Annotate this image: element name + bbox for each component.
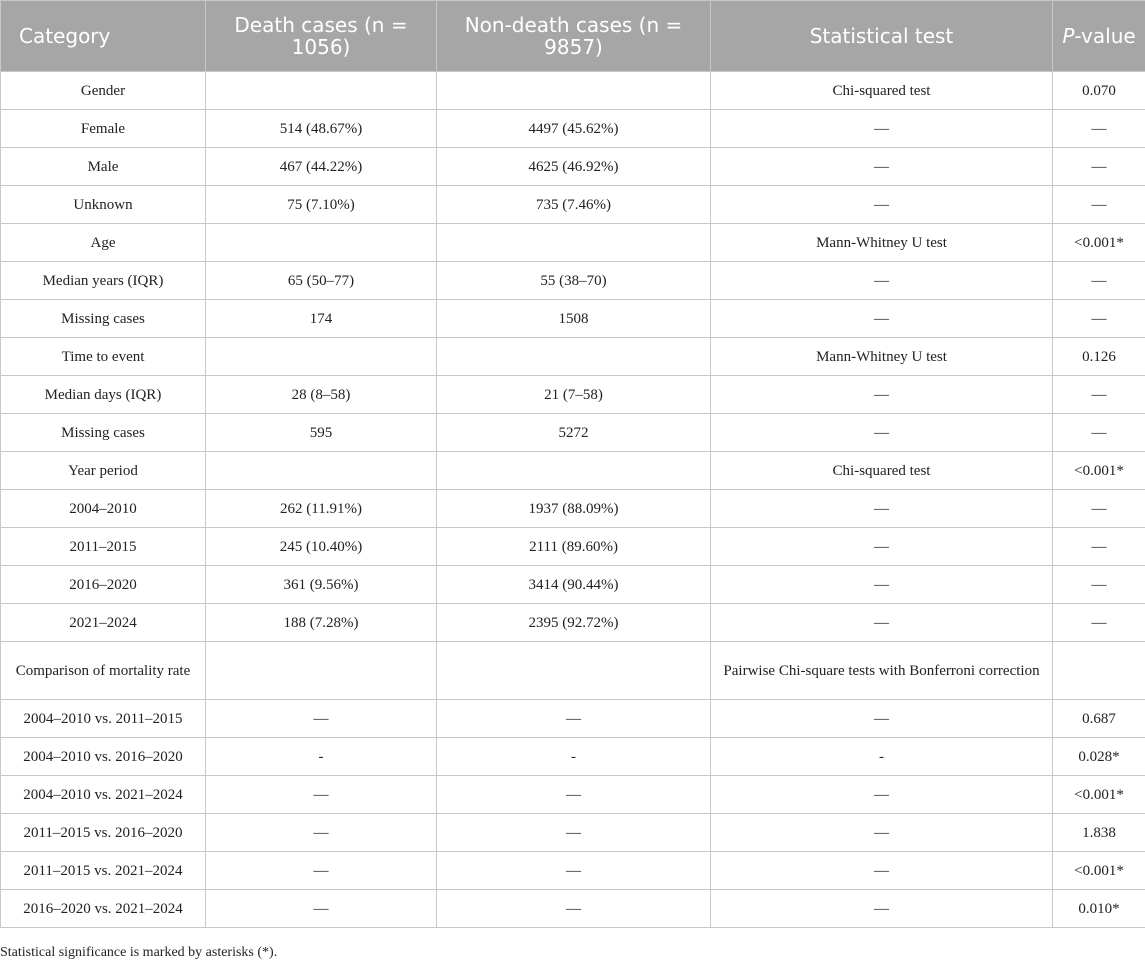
cell-category: Age: [1, 224, 206, 262]
cell-p-value: 0.126: [1053, 338, 1145, 376]
table-row: [1, 490, 1145, 528]
cell-p-value: —: [1053, 300, 1145, 338]
cell-death: 467 (44.22%): [206, 148, 437, 186]
table-body: [1, 72, 1145, 928]
cell-non-death: -: [437, 738, 711, 776]
cell-p-value: —: [1053, 490, 1145, 528]
cell-category: 2004–2010 vs. 2021–2024: [1, 776, 206, 814]
header-p-suffix: -value: [1074, 24, 1136, 48]
cell-p-value: 0.070: [1053, 72, 1145, 110]
table-row: [1, 376, 1145, 414]
cell-non-death: 4497 (45.62%): [437, 110, 711, 148]
cell-p-value: <0.001*: [1053, 452, 1145, 490]
cell-category: Missing cases: [1, 300, 206, 338]
cell-statistical-test: —: [711, 604, 1053, 642]
cell-death: 174: [206, 300, 437, 338]
cell-statistical-test: Mann-Whitney U test: [711, 224, 1053, 262]
table-row: [1, 814, 1145, 852]
cell-statistical-test: —: [711, 814, 1053, 852]
cell-non-death: 1937 (88.09%): [437, 490, 711, 528]
table-row: [1, 776, 1145, 814]
cell-p-value: —: [1053, 414, 1145, 452]
cell-category: 2004–2010: [1, 490, 206, 528]
cell-non-death: —: [437, 852, 711, 890]
cell-statistical-test: —: [711, 852, 1053, 890]
cell-death: —: [206, 776, 437, 814]
cell-death: -: [206, 738, 437, 776]
cell-death: —: [206, 700, 437, 738]
cell-death: —: [206, 814, 437, 852]
cell-category: Female: [1, 110, 206, 148]
cell-death: 245 (10.40%): [206, 528, 437, 566]
cell-death: [206, 642, 437, 700]
cell-category: Missing cases: [1, 414, 206, 452]
cell-p-value: —: [1053, 528, 1145, 566]
cell-non-death: 2395 (92.72%): [437, 604, 711, 642]
cell-category: 2004–2010 vs. 2011–2015: [1, 700, 206, 738]
cell-p-value: —: [1053, 566, 1145, 604]
cell-category: 2011–2015: [1, 528, 206, 566]
cell-statistical-test: -: [711, 738, 1053, 776]
cell-p-value: <0.001*: [1053, 852, 1145, 890]
cell-p-value: [1053, 642, 1145, 700]
cell-death: [206, 224, 437, 262]
cell-death: [206, 452, 437, 490]
cell-statistical-test: —: [711, 566, 1053, 604]
header-row: [1, 1, 1145, 72]
footnote: Statistical significance is marked by asterisks (*).: [0, 945, 278, 960]
cell-p-value: —: [1053, 604, 1145, 642]
table-row: [1, 110, 1145, 148]
cell-non-death: 4625 (46.92%): [437, 148, 711, 186]
header-death-cases: Death cases (n = 1056): [206, 1, 437, 72]
cell-non-death: —: [437, 814, 711, 852]
table-row: [1, 452, 1145, 490]
cell-non-death: —: [437, 700, 711, 738]
cell-category: Unknown: [1, 186, 206, 224]
cell-category: Gender: [1, 72, 206, 110]
cell-death: 188 (7.28%): [206, 604, 437, 642]
cell-statistical-test: —: [711, 300, 1053, 338]
cell-statistical-test: —: [711, 528, 1053, 566]
cell-non-death: 3414 (90.44%): [437, 566, 711, 604]
cell-statistical-test: Pairwise Chi-square tests with Bonferroni correction: [711, 642, 1053, 700]
cell-death: 65 (50–77): [206, 262, 437, 300]
cell-p-value: —: [1053, 262, 1145, 300]
cell-p-value: 0.010*: [1053, 890, 1145, 928]
table-row: [1, 700, 1145, 738]
cell-death: 262 (11.91%): [206, 490, 437, 528]
cell-non-death: [437, 642, 711, 700]
header-p-value: [1053, 1, 1145, 72]
cell-p-value: 0.687: [1053, 700, 1145, 738]
table-row: [1, 566, 1145, 604]
cell-statistical-test: —: [711, 890, 1053, 928]
cell-non-death: [437, 452, 711, 490]
cell-death: [206, 72, 437, 110]
cell-statistical-test: —: [711, 110, 1053, 148]
table-row: [1, 72, 1145, 110]
cell-statistical-test: —: [711, 186, 1053, 224]
header-p-letter: P: [1062, 24, 1075, 48]
cell-statistical-test: —: [711, 776, 1053, 814]
cell-statistical-test: —: [711, 376, 1053, 414]
cell-p-value: —: [1053, 148, 1145, 186]
cell-category: Year period: [1, 452, 206, 490]
table-row: [1, 414, 1145, 452]
header-non-death-cases: Non-death cases (n = 9857): [437, 1, 711, 72]
table-row: [1, 642, 1145, 700]
cell-non-death: [437, 72, 711, 110]
cell-death: 595: [206, 414, 437, 452]
cell-statistical-test: —: [711, 700, 1053, 738]
cell-death: —: [206, 890, 437, 928]
cell-statistical-test: Mann-Whitney U test: [711, 338, 1053, 376]
table-row: [1, 738, 1145, 776]
cell-non-death: 55 (38–70): [437, 262, 711, 300]
cell-p-value: <0.001*: [1053, 224, 1145, 262]
header-category: Category: [1, 1, 206, 72]
cell-category: Male: [1, 148, 206, 186]
cell-statistical-test: Chi-squared test: [711, 72, 1053, 110]
cell-non-death: [437, 338, 711, 376]
cell-death: [206, 338, 437, 376]
cell-p-value: <0.001*: [1053, 776, 1145, 814]
cell-category: 2016–2020: [1, 566, 206, 604]
table-row: [1, 604, 1145, 642]
cell-p-value: —: [1053, 376, 1145, 414]
cell-category: 2021–2024: [1, 604, 206, 642]
cell-death: 75 (7.10%): [206, 186, 437, 224]
cell-death: 28 (8–58): [206, 376, 437, 414]
cell-statistical-test: —: [711, 148, 1053, 186]
table-row: [1, 148, 1145, 186]
header-statistical-test: Statistical test: [711, 1, 1053, 72]
cell-statistical-test: Chi-squared test: [711, 452, 1053, 490]
cell-statistical-test: —: [711, 490, 1053, 528]
table-row: [1, 338, 1145, 376]
cell-category: 2004–2010 vs. 2016–2020: [1, 738, 206, 776]
cell-non-death: 21 (7–58): [437, 376, 711, 414]
table-row: [1, 224, 1145, 262]
cell-category: 2011–2015 vs. 2016–2020: [1, 814, 206, 852]
cell-non-death: 1508: [437, 300, 711, 338]
cell-p-value: —: [1053, 186, 1145, 224]
table-row: [1, 528, 1145, 566]
cell-category: 2011–2015 vs. 2021–2024: [1, 852, 206, 890]
cell-non-death: 735 (7.46%): [437, 186, 711, 224]
cell-statistical-test: —: [711, 262, 1053, 300]
table-row: [1, 890, 1145, 928]
cell-category: Median years (IQR): [1, 262, 206, 300]
cell-non-death: [437, 224, 711, 262]
cell-category: Time to event: [1, 338, 206, 376]
cell-category: Comparison of mortality rate: [1, 642, 206, 700]
cell-statistical-test: —: [711, 414, 1053, 452]
cell-category: Median days (IQR): [1, 376, 206, 414]
cell-death: 361 (9.56%): [206, 566, 437, 604]
cell-death: 514 (48.67%): [206, 110, 437, 148]
cell-p-value: —: [1053, 110, 1145, 148]
table-row: [1, 262, 1145, 300]
table-row: [1, 852, 1145, 890]
cell-death: —: [206, 852, 437, 890]
table-row: [1, 186, 1145, 224]
table-row: [1, 300, 1145, 338]
cell-non-death: —: [437, 890, 711, 928]
cell-non-death: 5272: [437, 414, 711, 452]
cell-non-death: 2111 (89.60%): [437, 528, 711, 566]
cell-non-death: —: [437, 776, 711, 814]
cell-p-value: 0.028*: [1053, 738, 1145, 776]
cell-category: 2016–2020 vs. 2021–2024: [1, 890, 206, 928]
cell-p-value: 1.838: [1053, 814, 1145, 852]
